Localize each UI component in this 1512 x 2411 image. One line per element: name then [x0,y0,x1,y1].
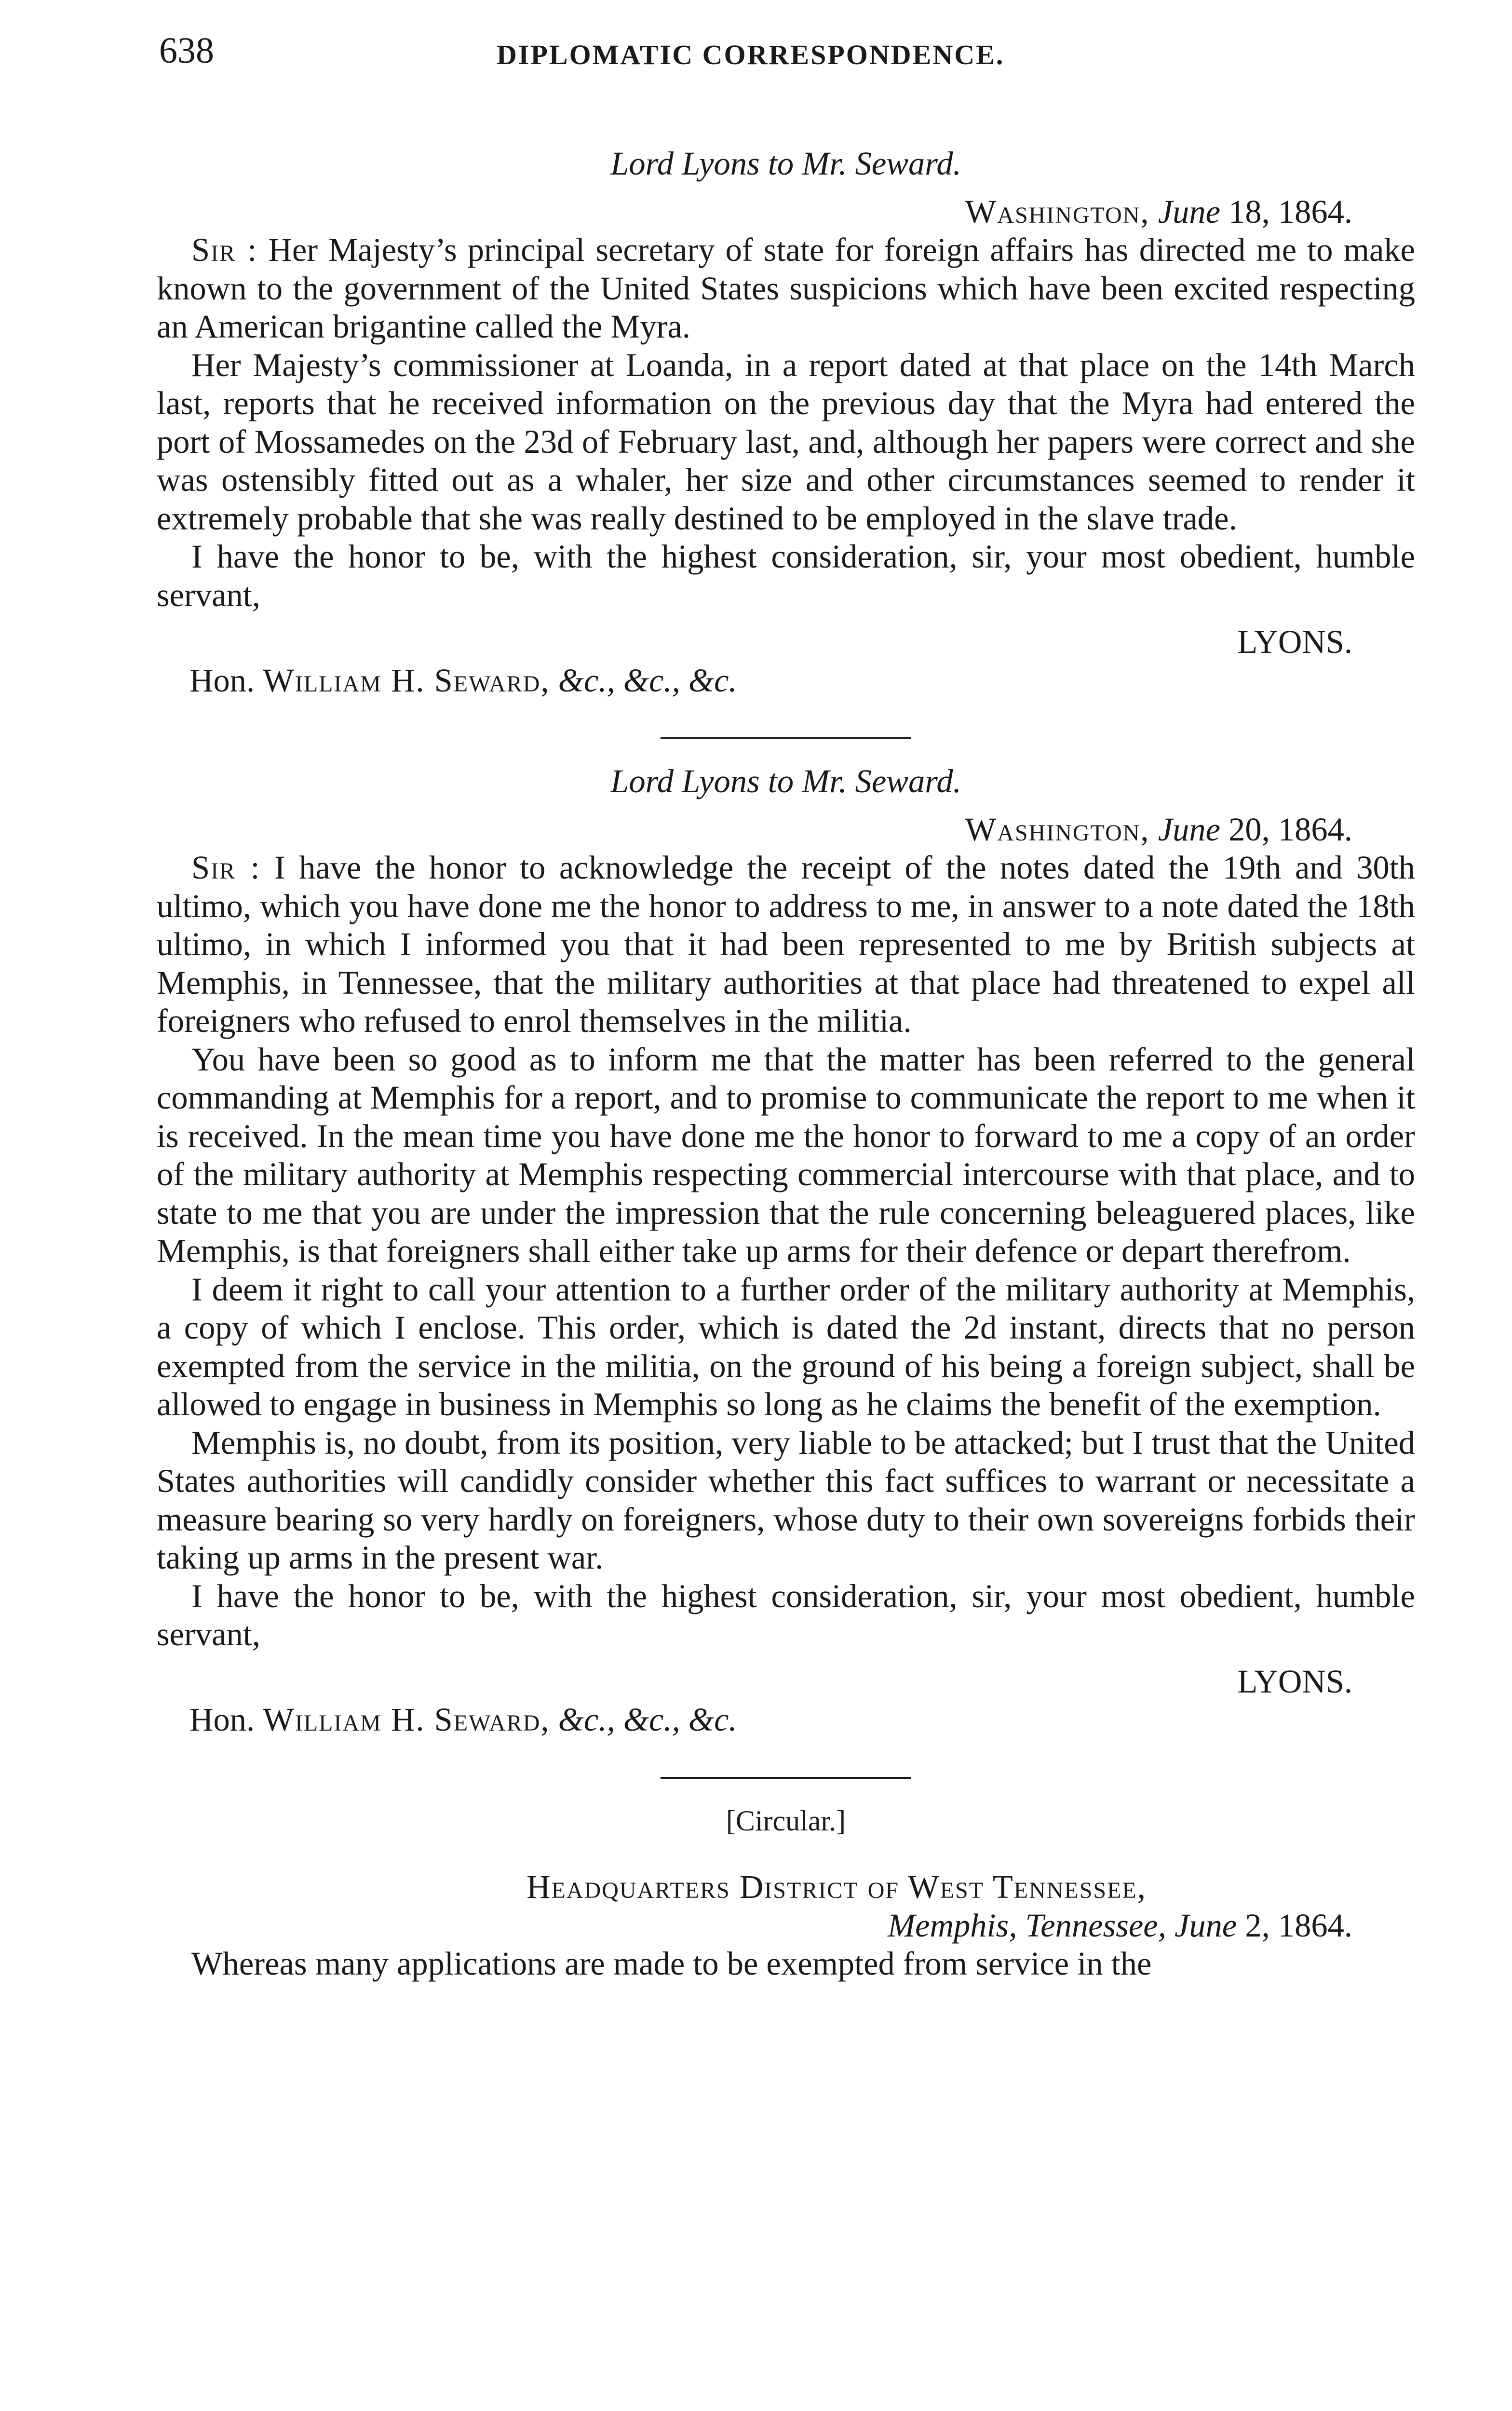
paragraph-text: Her Majesty’s principal secretary of state for foreign affairs has directed me to make known to the government of the United States suspicions which have been excited respecting an American brigantine called the Myra. [157,231,1415,345]
paragraph: Her Majesty’s commissioner at Loanda, in a report dated at that place on the 14th March last, reports that he received information on the previous day that the Myra had entered the port of Mossamedes on the 23d of February last, and, although her papers were correct and she was ostensibly fitted out as a whaler, her size and other circumstances seemed to render it extremely probable that she was really destined to be employed in the slave trade. [157,346,1415,537]
paragraph [157,849,1415,1041]
paragraph: Whereas many applications are made to be exempted from service in the [191,1945,1152,1982]
addressee-etc: &c., &c., &c. [558,1701,737,1738]
circular-date: 2, 1864. [1245,1907,1352,1944]
addressee-etc: &c., &c., &c. [558,662,737,699]
running-head: DIPLOMATIC CORRESPONDENCE. [497,39,1005,70]
circular-dateline [157,1907,1352,1945]
addressee-prefix: Hon. [189,662,255,699]
page-number: 638 [159,30,214,71]
paragraph [157,231,1415,346]
circular-place: Memphis, Tennessee, June [888,1907,1237,1944]
addressee [189,1701,1415,1739]
letter-title: Lord Lyons to Mr. Seward. [610,763,961,799]
salutation: Sir : [191,849,261,886]
page-body [157,145,1415,1983]
dateline-date: 18, 1864. [1228,193,1352,230]
salutation: Sir : [191,231,258,268]
signature: LYONS. [1237,623,1352,660]
dateline-month: June [1158,811,1220,848]
section-divider [661,737,911,739]
paragraph: You have been so good as to inform me that the matter has been referred to the general commanding at Memphis for a report, and to promise to communicate the report to me when it is received. In the mean time you have done me the honor to forward to me a copy of an order of the military authority at Memphis respecting commercial intercourse with that place, and to state to me that you are under the impression that the rule concerning beleaguered places, like Memphis, is that foreigners shall either take up arms for their defence or depart therefrom. [157,1041,1415,1269]
paragraph: I deem it right to call your attention to a further order of the military authority at Memphis, a copy of which I enclose. This order, which is dated the 2d instant, directs that no person exempted from the service in the militia, on the ground of his being a foreign subject, shall be allowed to engage in business in Memphis so long as he claims the benefit of the exemption. [157,1271,1415,1422]
dateline-date: 20, 1864. [1228,811,1352,848]
dateline-month: June [1158,193,1220,230]
addressee-name: William H. Seward, [263,1701,550,1738]
paragraph: Memphis is, no doubt, from its position, very liable to be attacked; but I trust that the United States authorities will candidly consider whether this fact suffices to warrant or necessitate a measure bearing so very hardly on foreigners, whose duty to their own sovereigns forbids their taking up arms in the present war. [157,1424,1415,1576]
dateline-place: Washington, [965,193,1150,230]
dateline-place: Washington, [965,811,1150,848]
circular-label: [Circular.] [726,1804,846,1837]
letter-1 [157,145,1415,700]
page-header [159,30,1413,83]
section-divider [661,1777,911,1779]
circular-section [157,1802,1415,1983]
paragraph-text: I have the honor to acknowledge the receipt of the notes dated the 19th and 30th ultimo, which you have done me the honor to address to me, in answer to a note dated the 18th ultimo, in which I informed you that it had been represented to me by British subjects at Memphis, in Tennessee, that the military authorities at that place had threatened to expel all foreigners who refused to enrol themselves in the militia. [157,849,1416,1039]
signature: LYONS. [1237,1663,1352,1700]
dateline [157,811,1352,849]
paragraph: I have the honor to be, with the highest consideration, sir, your most obedient, humble servant, [157,538,1415,613]
addressee-name: William H. Seward, [263,662,550,699]
circular-heading: Headquarters District of West Tennessee, [526,1869,1147,1905]
paragraph: I have the honor to be, with the highest consideration, sir, your most obedient, humble servant, [157,1577,1415,1652]
addressee [189,662,1415,700]
letter-2 [157,762,1415,1739]
letter-title: Lord Lyons to Mr. Seward. [610,145,961,182]
dateline [157,193,1352,231]
addressee-prefix: Hon. [189,1701,255,1738]
